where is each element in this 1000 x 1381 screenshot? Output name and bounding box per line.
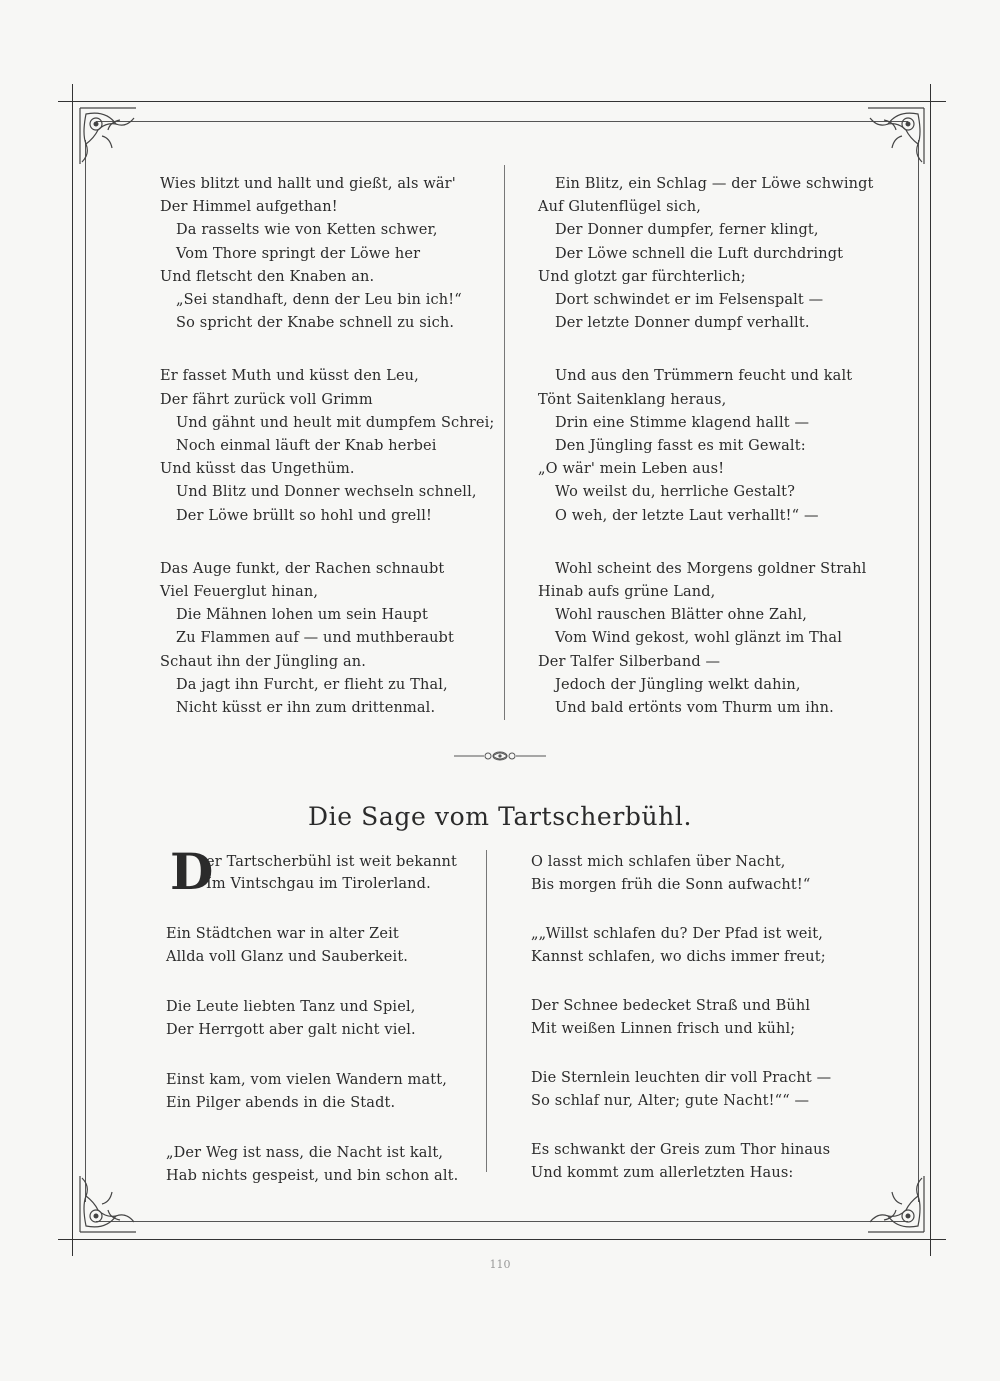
- poem-line: Und fletscht den Knaben an.: [160, 268, 375, 285]
- inner-frame-right: [918, 140, 919, 1202]
- frame-right-line: [930, 84, 931, 1256]
- poem-line: Wohl rauschen Blätter ohne Zahl,: [555, 607, 807, 624]
- poem-line: „Der Weg ist nass, die Nacht ist kalt,: [166, 1145, 444, 1161]
- poem-line: Er fasset Muth und küsst den Leu,: [160, 368, 419, 385]
- lower-column-divider: [486, 850, 487, 1172]
- poem-line: Die Mähnen lohen um sein Haupt: [176, 607, 428, 624]
- poem-line: So schlaf nur, Alter; gute Nacht!““ —: [531, 1093, 810, 1109]
- poem-line: O lasst mich schlafen über Nacht,: [531, 854, 786, 870]
- poem-line: Drin eine Stimme klagend hallt —: [555, 414, 810, 431]
- poem-line: „Sei standhaft, denn der Leu bin ich!“: [176, 292, 462, 308]
- poem-line: Ein Blitz, ein Schlag — der Löwe schwingt: [555, 176, 874, 192]
- poem-line: Im Vintschgau im Tirolerland.: [206, 876, 431, 892]
- corner-ornament-top-left-icon: [76, 104, 140, 168]
- upper-column-divider: [504, 165, 505, 720]
- poem-line: Viel Feuerglut hinan,: [160, 584, 319, 600]
- poem-line: Die Sternlein leuchten dir voll Pracht —: [531, 1070, 832, 1086]
- page-number: 110: [489, 1258, 511, 1271]
- frame-top-line: [58, 101, 946, 102]
- corner-ornament-bottom-right-icon: [864, 1172, 928, 1236]
- poem-line: Schaut ihn der Jüngling an.: [160, 653, 367, 670]
- poem-line: Der letzte Donner dumpf verhallt.: [555, 315, 810, 332]
- poem-line: Mit weißen Linnen frisch und kühl;: [531, 1021, 796, 1037]
- poem-line: Das Auge funkt, der Rachen schnaubt: [160, 560, 445, 577]
- poem-line: So spricht der Knabe schnell zu sich.: [176, 315, 455, 332]
- poem-line: Und küsst das Ungethüm.: [160, 461, 355, 478]
- poem-line: Hinab aufs grüne Land,: [538, 584, 716, 600]
- poem-line: Dort schwindet er im Felsenspalt —: [555, 292, 824, 308]
- poem-line: Hab nichts gespeist, und bin schon alt.: [166, 1168, 459, 1184]
- poem-line: Der fährt zurück voll Grimm: [160, 391, 373, 408]
- poem-line: Allda voll Glanz und Sauberkeit.: [166, 949, 409, 965]
- poem-line: Einst kam, vom vielen Wandern matt,: [166, 1072, 447, 1088]
- poem-line: Die Leute liebten Tanz und Spiel,: [166, 999, 416, 1015]
- poem-line: Zu Flammen auf — und muthberaubt: [176, 630, 454, 647]
- poem-line: Es schwankt der Greis zum Thor hinaus: [531, 1142, 831, 1158]
- poem-line: Ein Pilger abends in die Stadt.: [166, 1095, 396, 1111]
- poem-line: Da rasselts wie von Ketten schwer,: [176, 222, 438, 239]
- poem-line: Vom Wind gekost, wohl glänzt im Thal: [555, 630, 843, 647]
- poem-line: Den Jüngling fasst es mit Gewalt:: [555, 438, 806, 454]
- corner-ornament-top-right-icon: [864, 104, 928, 168]
- inner-frame-left: [85, 140, 86, 1202]
- poem-line: Und Blitz und Donner wechseln schnell,: [176, 484, 477, 501]
- inner-frame-bottom: [96, 1221, 908, 1222]
- poem-line: Tönt Saitenklang heraus,: [538, 391, 727, 408]
- poem-line: Der Löwe schnell die Luft durchdringt: [555, 245, 844, 262]
- poem-line: Und kommt zum allerletzten Haus:: [531, 1165, 794, 1181]
- poem-line: Kannst schlafen, wo dichs immer freut;: [531, 949, 826, 965]
- poem-line: Ein Städtchen war in alter Zeit: [166, 926, 399, 942]
- poem-line: Der Herrgott aber galt nicht viel.: [166, 1022, 416, 1038]
- poem-line: Noch einmal läuft der Knab herbei: [176, 438, 437, 454]
- poem-line: Wohl scheint des Morgens goldner Strahl: [555, 560, 867, 577]
- frame-bottom-line: [58, 1239, 946, 1240]
- poem-line: Der Donner dumpfer, ferner klingt,: [555, 222, 819, 239]
- poem-line: Wies blitzt und hallt und gießt, als wär': [160, 176, 456, 192]
- poem-line: Der Talfer Silberband —: [538, 653, 721, 670]
- poem-line: Nicht küsst er ihn zum drittenmal.: [176, 700, 436, 716]
- poem-line: Und aus den Trümmern feucht und kalt: [555, 368, 853, 385]
- poem-line: Jedoch der Jüngling welkt dahin,: [555, 676, 801, 693]
- poem-line: Bis morgen früh die Sonn aufwacht!“: [531, 877, 811, 893]
- corner-ornament-bottom-left-icon: [76, 1172, 140, 1236]
- lower-first-line: er Tartscherbühl ist weit bekannt: [206, 854, 458, 870]
- poem-line: „O wär' mein Leben aus!: [538, 461, 725, 478]
- inner-frame-top: [96, 121, 908, 122]
- poem-line: Der Schnee bedecket Straß und Bühl: [531, 998, 811, 1014]
- poem-line: O weh, der letzte Laut verhallt!“ —: [555, 507, 819, 524]
- section-divider-ornament-icon: [450, 748, 550, 764]
- poem-line: „„Willst schlafen du? Der Pfad ist weit,: [531, 926, 824, 942]
- poem-line: Auf Glutenflügel sich,: [538, 199, 701, 216]
- poem-line: Der Himmel aufgethan!: [160, 199, 338, 216]
- poem-line: Da jagt ihn Furcht, er flieht zu Thal,: [176, 676, 448, 693]
- poem-line: Und gähnt und heult mit dumpfem Schrei;: [176, 414, 495, 431]
- poem-line: Wo weilst du, herrliche Gestalt?: [555, 484, 796, 501]
- drop-cap: D: [170, 842, 214, 901]
- poem-line: Vom Thore springt der Löwe her: [176, 245, 421, 262]
- poem-title: Die Sage vom Tartscherbühl.: [307, 802, 693, 831]
- poem-line: Der Löwe brüllt so hohl und grell!: [176, 507, 432, 524]
- frame-left-line: [72, 84, 73, 1256]
- poem-line: Und bald ertönts vom Thurm um ihn.: [555, 700, 834, 716]
- poem-line: Und glotzt gar fürchterlich;: [538, 268, 746, 285]
